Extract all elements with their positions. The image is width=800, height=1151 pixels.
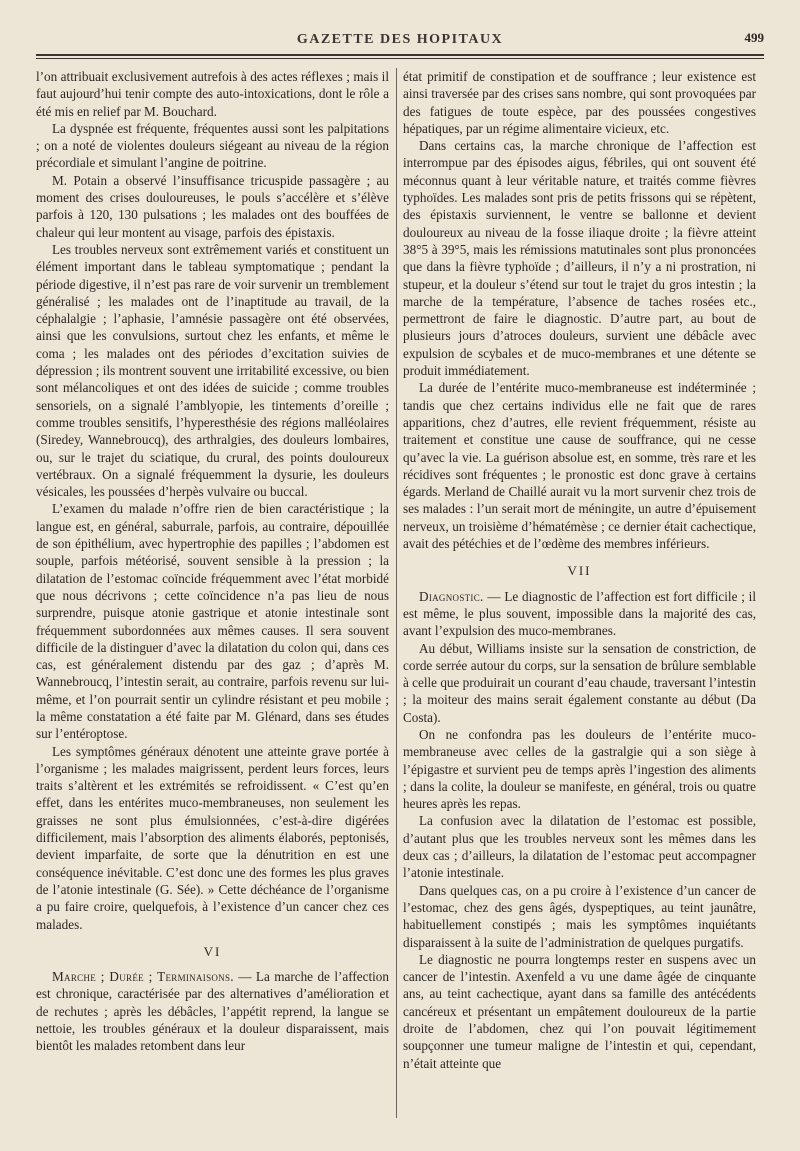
header-rule-thin	[36, 58, 764, 59]
paragraph: état primitif de constipation et de souffrance ; leur existence est ainsi traversée par des crises sans nombre, qui sont provoquées par des fatigues de toute espèce, par des poussées congestives hépatiques, par un régime alimentaire vicieux, etc.	[403, 69, 756, 136]
paragraph: La dyspnée est fréquente, fréquentes aussi sont les palpitations ; on a noté de violentes douleurs siégeant au niveau de la région précordiale et simulant l’angine de poitrine.	[36, 120, 389, 171]
paragraph: Au début, Williams insiste sur la sensation de constriction, de corde serrée autour du corps, sur la sensation de brûlure semblable à celle que produirait un courant d’eau chaude, traversant l’intestin ; la moiteur des mains serait également constante au début (Da Costa).	[403, 640, 756, 725]
page-number: 499	[744, 30, 764, 45]
paragraph-with-label	[403, 588, 756, 640]
paragraph: Les symptômes généraux dénotent une atteinte grave portée à l’organisme ; les malades maigrissent, perdent leurs forces, leurs traits s’altèrent et les extrémités se refroidissent. « C’est qu’en effet, dans les entérites muco-membraneuses, non seulement les graisses ne sont plus émulsionnées, c’est-à-dire digérées difficilement, mais l’absorption des aliments élaborés, peptonisés, devient imparfaite, de sorte que la dénutrition en est une conséquence inévitable. C’est donc une des formes les plus graves de l’atonie intestinale (G. Sée). » Cette déchéance de l’organisme a pu faire croire, quelquefois, à l’existence d’un cancer chez ces malades.	[36, 743, 389, 932]
paragraph-text: — La marche de l’affection est chronique, caractérisée par des alternatives d’amélioration et de rechutes ; après les débâcles, l’appétit reprend, la langue se nettoie, les troubles généraux et la douleur disparaissent, mais bientôt les malades retombent dans leur	[36, 969, 389, 1054]
section-heading-vii: VII	[567, 563, 592, 579]
paragraph-text: — Le diagnostic de l’affection est fort difficile ; il est même, le plus souvent, impossible dans la majorité des cas, avant l’expulsion des muco-membranes.	[403, 588, 756, 639]
paragraph: l’on attribuait exclusivement autrefois à des actes réflexes ; mais il faut aujourd’hui tenir compte des auto-intoxications, dont le rôle a été mis en relief par M. Bouchard.	[36, 69, 389, 119]
section-label: Marche ; Durée ; Terminaisons.	[52, 969, 234, 985]
paragraph: On ne confondra pas les douleurs de l’entérite muco-membraneuse avec celles de la gastralgie qui a son siège à l’épigastre et survient peu de temps après l’ingestion des aliments ; dans la colite, la douleur se manifeste, en général, trois ou quatre heures après les repas.	[403, 726, 756, 812]
paragraph: Le diagnostic ne pourra longtemps rester en suspens avec un cancer de l’intestin. Axenfeld a vu une dame âgée de cinquante ans, au teint cachectique, ayant dans sa famille des antécédents cancéreux et présentant un empâtement douloureux de la partie droite de l’abdomen, chez qui l’on pouvait légitimement soupçonner une tumeur maligne de l’intestin et qui, cependant, n’était atteinte que	[403, 951, 756, 1071]
paragraph: L’examen du malade n’offre rien de bien caractéristique ; la langue est, en général, saburrale, parfois, au contraire, dépouillée de son épithélium, avec hypertrophie des papilles ; l’abdomen est souple, parfois météorisé, souvent sensible à la pression ; la dilatation de l’estomac coïncide fréquemment avec l’état morbidé que nous décrivons ; cette coïncidence n’a pas lieu de nous surprendre, puisque atonie gastrique et atonie intestinale sont fréquemment subordonnées aux mêmes causes. Il sera souvent difficile de la distinguer d’avec la dilatation du colon qui, dans ces cas, est généralement distendu par des gaz ; d’après M. Wannebroucq, l’intestin serait, au contraire, parfois revenu sur lui-même, et l’on pourrait sentir un cylindre résistant et peu mobile ; la même constatation a été faite par M. Glénard, dans ses études sur l’entéroptose.	[36, 501, 389, 742]
right-column	[403, 68, 756, 1072]
left-column	[36, 68, 389, 1055]
paragraph: La confusion avec la dilatation de l’estomac est possible, d’autant plus que les troubles nerveux sont les mêmes dans les deux cas ; d’ailleurs, la dilatation de l’estomac peut accompagner l’atonie intestinale.	[403, 813, 756, 881]
paragraph: Dans certains cas, la marche chronique de l’affection est interrompue par des épisodes aigus, fébriles, qui ont souvent été méconnus quant à leur véritable nature, et traités comme fièvres typhoïdes. Les malades sont pris de petits frissons qui se répètent, des épistaxis surviennent, le ventre se ballonne et devient douloureux au niveau de la fosse iliaque droite ; la fièvre atteint 38°5 à 39°5, mais les rémissions matutinales sont plus prononcées que dans la fièvre typhoïde ; d’ailleurs, il n’y a ni prostration, ni stupeur, et la douleur s’étend sur tout le trajet du gros intestin ; la marche de la température, l’absence de taches rosées etc., permettront de faire le diagnostic. D’autre part, au bout de plusieurs jours d’atroces douleurs, survient une débâcle avec expulsion de scybales et de muco-membranes et une détente se produit immédiatement.	[403, 138, 756, 379]
header-rule-thick	[36, 54, 764, 56]
section-heading-vi: VI	[203, 943, 222, 959]
paragraph: Dans quelques cas, on a pu croire à l’existence d’un cancer de l’estomac, chez des gens âgés, dyspeptiques, au teint jaunâtre, habituellement constipés ; mais les symptômes inquiétants disparaissent à la suite de l’administration de quelques purgatifs.	[403, 882, 756, 950]
running-title: GAZETTE DES HOPITAUX	[296, 32, 504, 47]
paragraph: M. Potain a observé l’insuffisance tricuspide passagère ; au moment des crises douloureuses, le pouls s’accélère et s’élève parfois à 120, 130 pulsations ; les malades ont des bouffées de chaleur qui leur montent au visage, parfois des épistaxis.	[36, 172, 389, 240]
page-header	[36, 30, 764, 52]
column-divider	[396, 68, 397, 1118]
paragraph: Les troubles nerveux sont extrêmement variés et constituent un élément important dans le tableau symptomatique ; pendant la période digestive, il n’est pas rare de voir survenir un tremblement généralisé ; les malades ont de l’inaptitude au travail, de la céphalalgie ; l’aphasie, l’amnésie passagère ont été observées, ainsi que les convulsions, surtout chez les enfants, et même le coma ; les malades ont des périodes d’excitation suivies de dépression ; ils montrent souvent une irritabilité excessive, ou bien sont mélancoliques et ont des idées de suicide ; comme troubles sensoriels, on a signalé l’amblyopie, les tintements d’oreille ; comme troubles sensitifs, l’hyperesthésie des régions malléolaires (Siredey, Wannebroucq), des arthralgies, des douleurs lombaires, ou, sur le trajet du sciatique, du crural, des points douloureux vertébraux. On a signalé fréquemment la dysurie, les douleurs vésicales, les poussées d’herpès vulvaire ou buccal.	[36, 241, 389, 500]
paragraph: La durée de l’entérite muco-membraneuse est indéterminée ; tandis que chez certains individus elle ne fait que de rares apparitions, chez d’autres, elle revient fréquemment, résiste au traitement et constitue une cause de souffrance, qui ne cesse qu’avec la vie. La guérison absolue est, en somme, très rare et les récidives sont fréquentes ; le pronostic est donc grave à certains égards. Merland de Chaillé aurait vu la mort survenir chez trois de ses malades : l’un serait mort de méningite, un autre d’épuisement nerveux, un troisième d’hématémèse ; ce dernier était cachectique, avait des pétéchies et de l’œdème des membres inférieurs.	[403, 380, 756, 552]
paragraph-with-label	[36, 968, 389, 1054]
section-label: Diagnostic.	[419, 588, 484, 604]
